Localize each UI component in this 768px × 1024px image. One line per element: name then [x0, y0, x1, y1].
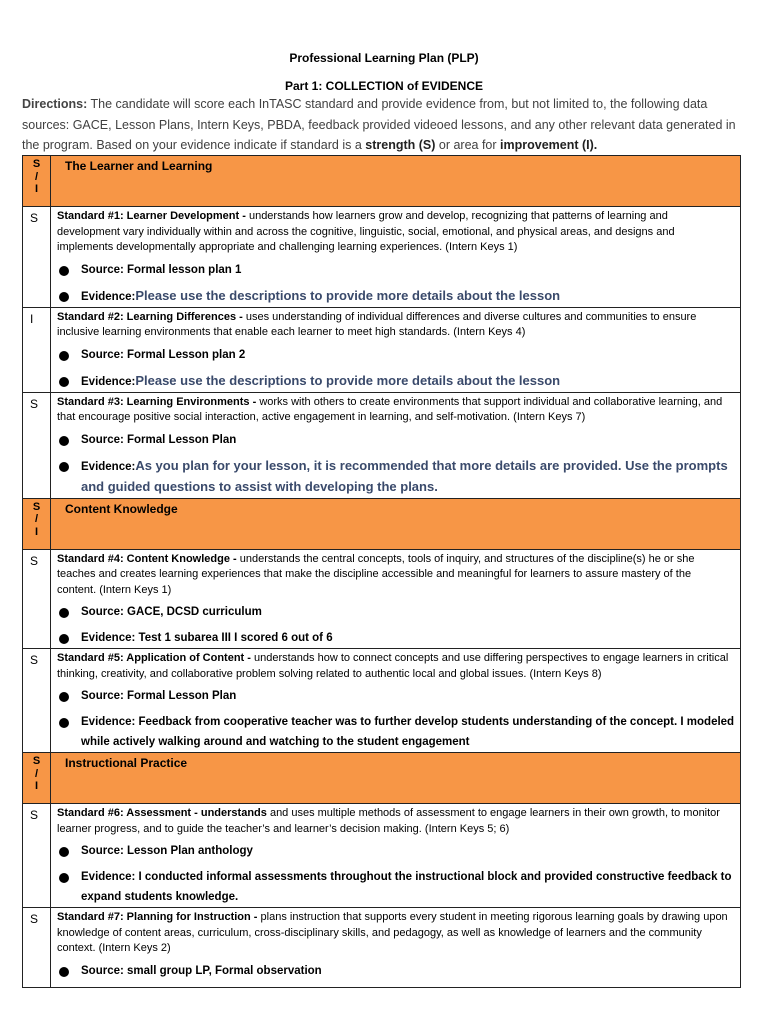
si-header-cell	[23, 156, 51, 207]
source-text: Source: Formal Lesson Plan	[81, 690, 237, 702]
source-bullet	[59, 843, 740, 859]
standard-desc: plans instruction that supports every student in meeting rigorous learning goals by drawing upon knowledge of content areas, curriculum, cross-disciplinary skills, and pedagogy, as well as knowledge of learners and the community context. (Intern Keys 2)	[57, 911, 728, 954]
standard-mark: S	[23, 804, 51, 908]
bullet-icon	[59, 634, 69, 644]
standard-mark: I	[23, 307, 51, 392]
section-title-cell	[51, 498, 741, 549]
directions-label: Directions:	[22, 97, 88, 111]
standard-desc: uses understanding of individual differences and diverse cultures and communities to ensure inclusive learning environments that enable each learner to meet high standards. (Intern Keys 4)	[57, 310, 697, 338]
standard-row	[23, 207, 741, 308]
standard-desc: understands how to connect concepts and use differing perspectives to engage learners in critical thinking, creativity, and collaborative problem solving related to authentic local and global issues. (Intern Keys 8)	[57, 652, 729, 680]
section-title: Content Knowledge	[65, 501, 178, 516]
source-bullet	[59, 347, 740, 363]
section-header-row	[23, 753, 741, 804]
si-header-cell	[23, 753, 51, 804]
bullet-icon	[59, 436, 69, 446]
directions-text: The candidate will score each InTASC standard and provide evidence from, but not limited to, the following data sources: GACE, Lesson Plans, Intern Keys, PBDA, feedback provided videoed lessons, and any other relevant data generated in the program. Based on your evidence indicate if standard is a	[22, 97, 736, 152]
standard-description	[51, 393, 740, 426]
bullet-icon	[59, 377, 69, 387]
evidence-text: Evidence: Test 1 subarea III I scored 6 out of 6	[81, 632, 333, 644]
document-title: Professional Learning Plan (PLP)	[289, 51, 479, 65]
standard-name: Standard #4: Content Knowledge -	[57, 552, 240, 565]
standard-content-cell	[51, 549, 741, 649]
source-text: Source: GACE, DCSD curriculum	[81, 606, 262, 618]
evidence-bullet	[59, 456, 740, 498]
si-s: S	[32, 158, 41, 170]
standard-content-cell	[51, 392, 741, 498]
evidence-label: Evidence:	[81, 290, 136, 303]
standard-row	[23, 307, 741, 392]
si-slash: /	[34, 170, 39, 183]
bullet-icon	[59, 266, 69, 276]
part-heading: Part 1: COLLECTION of EVIDENCE	[284, 79, 484, 93]
evidence-label: Evidence:	[81, 460, 136, 473]
standard-description	[51, 804, 740, 837]
si-i: I	[34, 183, 39, 195]
directions-paragraph	[22, 94, 742, 156]
section-title-cell	[51, 753, 741, 804]
standard-content-cell	[51, 908, 741, 988]
standard-mark: S	[23, 207, 51, 308]
si-s: S	[32, 755, 41, 767]
source-bullet	[59, 688, 740, 704]
standard-row	[23, 392, 741, 498]
strength-label: strength (S)	[365, 138, 436, 152]
standard-row	[23, 649, 741, 753]
standard-description	[51, 908, 740, 957]
standard-description	[51, 207, 740, 256]
bullet-icon	[59, 608, 69, 618]
standard-mark: S	[23, 649, 51, 753]
evidence-bullet	[59, 286, 740, 307]
standard-mark: S	[23, 392, 51, 498]
section-header-row	[23, 156, 741, 207]
standard-row	[23, 804, 741, 908]
source-text: Source: small group LP, Formal observation	[81, 964, 322, 977]
evidence-bullet	[59, 867, 740, 907]
evidence-bullet	[59, 712, 740, 752]
evidence-list	[51, 604, 740, 648]
bullet-icon	[59, 847, 69, 857]
source-bullet	[59, 604, 740, 620]
source-text: Source: Formal Lesson Plan	[81, 433, 237, 446]
si-slash: /	[34, 767, 39, 780]
evidence-label: Evidence:	[81, 375, 136, 388]
standard-content-cell	[51, 649, 741, 753]
standard-row	[23, 908, 741, 988]
directions-mid-text: or area for	[435, 138, 501, 152]
standard-desc: understands how learners grow and develop, recognizing that patterns of learning and development vary individually within and across the cognitive, linguistic, social, emotional, and physical areas, and designs and implements developmentally appropriate and challenging learning experiences. (Intern Keys 1)	[57, 210, 675, 253]
source-bullet	[59, 262, 740, 278]
source-bullet	[59, 432, 740, 448]
section-header-row	[23, 498, 741, 549]
si-slash: /	[34, 513, 39, 525]
evidence-bullet	[59, 628, 740, 648]
section-title-cell	[51, 156, 741, 207]
evidence-table	[22, 155, 741, 988]
standard-description	[51, 308, 740, 341]
source-text: Source: Formal lesson plan 1	[81, 263, 242, 276]
evidence-text: Evidence: I conducted informal assessments throughout the instructional block and provided constructive feedback to expand students knowledge.	[81, 871, 732, 903]
evidence-list	[51, 688, 740, 752]
standard-desc: works with others to create environments that support individual and collaborative learning, and that encourage positive social interaction, active engagement in learning, and self-motivation. (Intern Keys 7)	[57, 395, 723, 423]
si-s: S	[32, 500, 41, 513]
standard-name: Standard #2: Learning Differences -	[57, 310, 246, 323]
standard-desc: and uses multiple methods of assessment to engage learners in their own growth, to monitor learner progress, and to guide the teacher’s and learner’s decision making. (Intern Keys 5; 6)	[57, 807, 720, 835]
evidence-list	[51, 843, 740, 907]
bullet-icon	[59, 292, 69, 302]
si-i: I	[34, 525, 39, 538]
source-text: Source: Lesson Plan anthology	[81, 845, 253, 857]
standard-name: Standard #1: Learner Development -	[57, 210, 249, 222]
evidence-bullet	[59, 371, 740, 392]
evidence-text: As you plan for your lesson, it is recommended that more details are provided. Use the prompts and guided questions to assist with developing the plans.	[81, 457, 728, 494]
evidence-list	[51, 432, 740, 498]
standard-name: Standard #7: Planning for Instruction -	[57, 911, 261, 923]
si-i: I	[34, 780, 39, 792]
standard-desc: understands the central concepts, tools of inquiry, and structures of the discipline(s) he or she teaches and creates learning experiences that make the discipline accessible and meaningful for learners to assure mastery of the content. (Intern Keys 1)	[57, 552, 695, 596]
source-bullet	[59, 963, 740, 979]
bullet-icon	[59, 692, 69, 702]
section-title: The Learner and Learning	[65, 159, 213, 173]
evidence-list	[51, 347, 740, 392]
section-title: Instructional Practice	[65, 756, 188, 770]
evidence-list	[51, 963, 740, 979]
bullet-icon	[59, 873, 69, 883]
bullet-icon	[59, 967, 69, 977]
standard-row	[23, 549, 741, 649]
bullet-icon	[59, 462, 69, 472]
evidence-text: Evidence: Feedback from cooperative teacher was to further develop students understanding of the concept. I modeled while actively walking around and watching to the student engagement	[81, 716, 735, 748]
standard-description	[51, 550, 740, 599]
evidence-text: Please use the descriptions to provide more details about the lesson	[135, 372, 561, 388]
improvement-label: improvement (I).	[500, 138, 598, 152]
evidence-list	[51, 262, 740, 307]
bullet-icon	[59, 351, 69, 361]
standard-name: Standard #3: Learning Environments -	[57, 395, 260, 408]
standard-mark: S	[23, 549, 51, 649]
standard-content-cell	[51, 207, 741, 308]
standard-name: Standard #5: Application of Content -	[57, 652, 254, 664]
evidence-text: Please use the descriptions to provide more details about the lesson	[135, 287, 561, 303]
standard-mark: S	[23, 908, 51, 988]
source-text: Source: Formal Lesson plan 2	[81, 348, 246, 361]
bullet-icon	[59, 718, 69, 728]
si-header-cell	[23, 498, 51, 549]
standard-description	[51, 649, 740, 682]
standard-content-cell	[51, 307, 741, 392]
standard-content-cell	[51, 804, 741, 908]
standard-name: Standard #6: Assessment - understands	[57, 807, 267, 819]
